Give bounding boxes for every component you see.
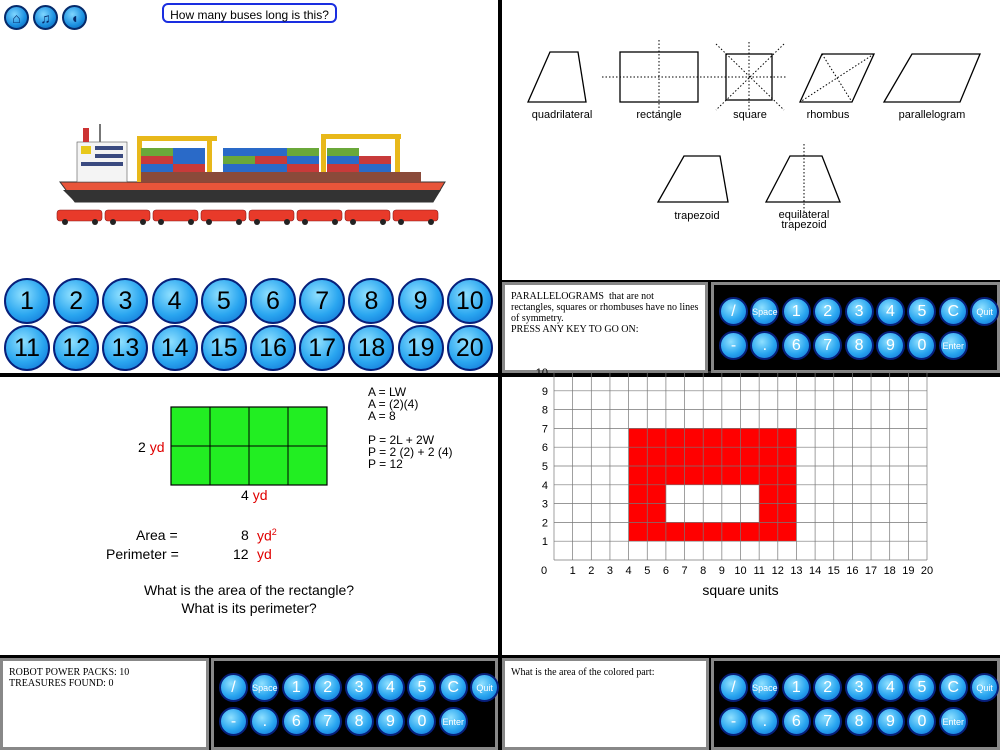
key-minus[interactable]: - [719, 707, 748, 736]
number-button-8[interactable]: 8 [348, 278, 394, 324]
key-space[interactable]: Space [250, 673, 279, 702]
number-button-12[interactable]: 12 [53, 325, 99, 371]
key-dot[interactable]: . [750, 331, 779, 360]
number-button-6[interactable]: 6 [250, 278, 296, 324]
number-button-15[interactable]: 15 [201, 325, 247, 371]
area-value: 8 [241, 527, 249, 543]
number-button-2[interactable]: 2 [53, 278, 99, 324]
key-4[interactable]: 4 [376, 673, 405, 702]
key-0[interactable]: 0 [907, 331, 936, 360]
label-equilateral-trapezoid [758, 210, 850, 230]
area-unit-exponent: 2 [271, 527, 277, 537]
key-slash[interactable]: / [719, 297, 748, 326]
key-slash[interactable]: / [719, 673, 748, 702]
key-5[interactable]: 5 [407, 673, 436, 702]
x-tick-label: 11 [753, 565, 765, 577]
status-box [0, 658, 209, 750]
key-space[interactable]: Space [750, 673, 779, 702]
width-label-num: 2 [138, 439, 146, 455]
key-9[interactable]: 9 [376, 707, 405, 736]
key-2[interactable]: 2 [313, 673, 342, 702]
key-1[interactable]: 1 [782, 297, 811, 326]
formula-line: A = (2)(4) [368, 397, 419, 411]
width-label-unit: yd [149, 439, 165, 455]
x-tick-label: 12 [771, 565, 784, 577]
x-tick-label: 3 [606, 565, 614, 577]
home-icon: ⌂ [12, 9, 21, 26]
x-tick-label: 5 [644, 565, 651, 577]
number-button-3[interactable]: 3 [102, 278, 148, 324]
x-tick-label: 13 [790, 565, 803, 577]
message-box-shapes: PARALLELOGRAMS that are not rectangles, squares or rhombuses have no lines of symmetry. PRESS ANY KEY TO GO ON: [502, 282, 708, 373]
ship-illustration [55, 120, 450, 230]
key-4[interactable]: 4 [876, 297, 905, 326]
key-8[interactable]: 8 [345, 707, 374, 736]
x-tick-label: 2 [588, 565, 595, 577]
number-button-11[interactable]: 11 [4, 325, 50, 371]
label-equilateral-line1: equilateral [778, 209, 830, 221]
y-tick-label: 10 [535, 367, 548, 379]
area-unit [257, 527, 277, 544]
x-tick-label: 8 [700, 565, 707, 577]
music-button[interactable] [33, 5, 58, 30]
width-label [138, 439, 164, 455]
key-9[interactable]: 9 [876, 707, 905, 736]
grid-area-panel [502, 367, 1000, 655]
key-quit[interactable]: Quit [970, 297, 999, 326]
x-tick-label: 18 [883, 565, 896, 577]
number-button-4[interactable]: 4 [152, 278, 198, 324]
length-label-unit: yd [252, 487, 268, 503]
y-tick-label: 1 [541, 536, 548, 549]
keypad-bottom-left [211, 658, 498, 750]
number-button-9[interactable]: 9 [398, 278, 444, 324]
y-tick-label: 7 [541, 423, 548, 436]
y-tick-label: 4 [541, 479, 548, 492]
x-tick-label: 10 [734, 565, 747, 577]
x-tick-label: 20 [920, 565, 934, 577]
key-6[interactable]: 6 [782, 331, 811, 360]
area-unit-text: yd [257, 527, 272, 544]
x-tick-label: 0 [540, 565, 548, 577]
area-grid-chart [502, 367, 1000, 655]
number-button-19[interactable]: 19 [398, 325, 444, 371]
length-label [241, 487, 267, 503]
label-parallelogram: parallelogram [898, 109, 966, 121]
key-quit[interactable]: Quit [470, 673, 499, 702]
key-7[interactable]: 7 [313, 707, 342, 736]
key-5[interactable]: 5 [907, 297, 936, 326]
key-space[interactable]: Space [750, 297, 779, 326]
key-9[interactable]: 9 [876, 331, 905, 360]
shapes-panel [502, 0, 1000, 280]
length-label-num: 4 [241, 487, 249, 503]
keypad-bottom-right [711, 658, 1000, 750]
keypad-top [711, 282, 1000, 373]
key-3[interactable]: 3 [345, 673, 374, 702]
key-5[interactable]: 5 [907, 673, 936, 702]
x-tick-label: 17 [864, 565, 878, 577]
key-3[interactable]: 3 [845, 297, 874, 326]
key-8[interactable]: 8 [845, 707, 874, 736]
key-enter[interactable]: Enter [439, 707, 468, 736]
y-tick-label: 8 [541, 404, 548, 417]
perimeter-unit: yd [257, 546, 272, 562]
key-0[interactable]: 0 [907, 707, 936, 736]
key-8[interactable]: 8 [845, 331, 874, 360]
key-enter[interactable]: Enter [939, 707, 968, 736]
key-slash[interactable]: / [219, 673, 248, 702]
x-tick-label: 19 [902, 565, 915, 577]
perimeter-label: Perimeter = [106, 546, 179, 562]
number-button-16[interactable]: 16 [250, 325, 296, 371]
number-button-13[interactable]: 13 [102, 325, 148, 371]
y-tick-label: 2 [541, 517, 548, 530]
area-label: Area = [136, 527, 178, 543]
home-button[interactable] [4, 5, 29, 30]
x-tick-label: 14 [808, 565, 822, 577]
sound-button[interactable] [62, 5, 87, 30]
label-equilateral-line2: trapezoid [781, 219, 827, 231]
formulas-block [368, 386, 453, 470]
key-4[interactable]: 4 [876, 673, 905, 702]
y-tick-label: 6 [541, 442, 548, 455]
x-tick-label: 16 [846, 565, 859, 577]
number-button-18[interactable]: 18 [348, 325, 394, 371]
speaker-icon: ◖ [70, 9, 79, 26]
label-quadrilateral: quadrilateral [531, 109, 593, 121]
label-rectangle: rectangle [636, 109, 682, 121]
x-tick-label: 1 [569, 565, 576, 577]
key-quit[interactable]: Quit [970, 673, 999, 702]
key-6[interactable]: 6 [782, 707, 811, 736]
label-rhombus: rhombus [806, 109, 850, 121]
question-line1: What is the area of the rectangle? [143, 582, 355, 598]
y-tick-label: 9 [541, 385, 548, 398]
question-line2: What is its perimeter? [181, 600, 317, 616]
formula-line: A = LW [368, 385, 407, 399]
key-0[interactable]: 0 [407, 707, 436, 736]
green-rectangle [170, 406, 330, 488]
key-minus[interactable]: - [219, 707, 248, 736]
number-button-14[interactable]: 14 [152, 325, 198, 371]
number-button-7[interactable]: 7 [299, 278, 345, 324]
key-2[interactable]: 2 [813, 673, 842, 702]
formula-line: P = 2 (2) + 2 (4) [368, 445, 453, 459]
formula-line: A = 8 [368, 409, 396, 423]
number-button-17[interactable]: 17 [299, 325, 345, 371]
key-dot[interactable]: . [750, 707, 779, 736]
bus-question-panel [0, 0, 498, 373]
x-axis-label: square units [702, 582, 779, 598]
key-enter[interactable]: Enter [939, 331, 968, 360]
key-minus[interactable]: - [719, 331, 748, 360]
key-c[interactable]: C [939, 673, 968, 702]
key-3[interactable]: 3 [845, 673, 874, 702]
x-tick-label: 6 [662, 565, 669, 577]
key-6[interactable]: 6 [282, 707, 311, 736]
perimeter-value: 12 [233, 546, 249, 562]
y-tick-label: 3 [541, 498, 548, 511]
number-button-20[interactable]: 20 [447, 325, 493, 371]
key-dot[interactable]: . [250, 707, 279, 736]
key-c[interactable]: C [939, 297, 968, 326]
key-7[interactable]: 7 [813, 707, 842, 736]
x-tick-label: 9 [718, 565, 725, 577]
key-2[interactable]: 2 [813, 297, 842, 326]
x-tick-label: 7 [681, 565, 688, 577]
number-button-1[interactable]: 1 [4, 278, 50, 324]
status-treasures: TREASURES FOUND: 0 [9, 678, 114, 689]
y-tick-label: 5 [541, 461, 548, 473]
key-1[interactable]: 1 [282, 673, 311, 702]
question-prompt: How many buses long is this? [162, 3, 337, 23]
x-tick-label: 15 [827, 565, 840, 577]
key-c[interactable]: C [439, 673, 468, 702]
formula-line: P = 12 [368, 457, 403, 471]
area-perimeter-panel [0, 377, 498, 655]
key-7[interactable]: 7 [813, 331, 842, 360]
key-1[interactable]: 1 [782, 673, 811, 702]
formula-line: P = 2L + 2W [368, 433, 435, 447]
music-icon: ♫ [40, 9, 51, 26]
x-tick-label: 4 [625, 565, 632, 577]
number-button-5[interactable]: 5 [201, 278, 247, 324]
number-button-10[interactable]: 10 [447, 278, 493, 324]
label-trapezoid: trapezoid [674, 210, 720, 222]
message-box-grid: What is the area of the colored part: [502, 658, 709, 750]
status-power-packs: ROBOT POWER PACKS: 10 [9, 667, 130, 678]
label-square: square [733, 109, 767, 121]
